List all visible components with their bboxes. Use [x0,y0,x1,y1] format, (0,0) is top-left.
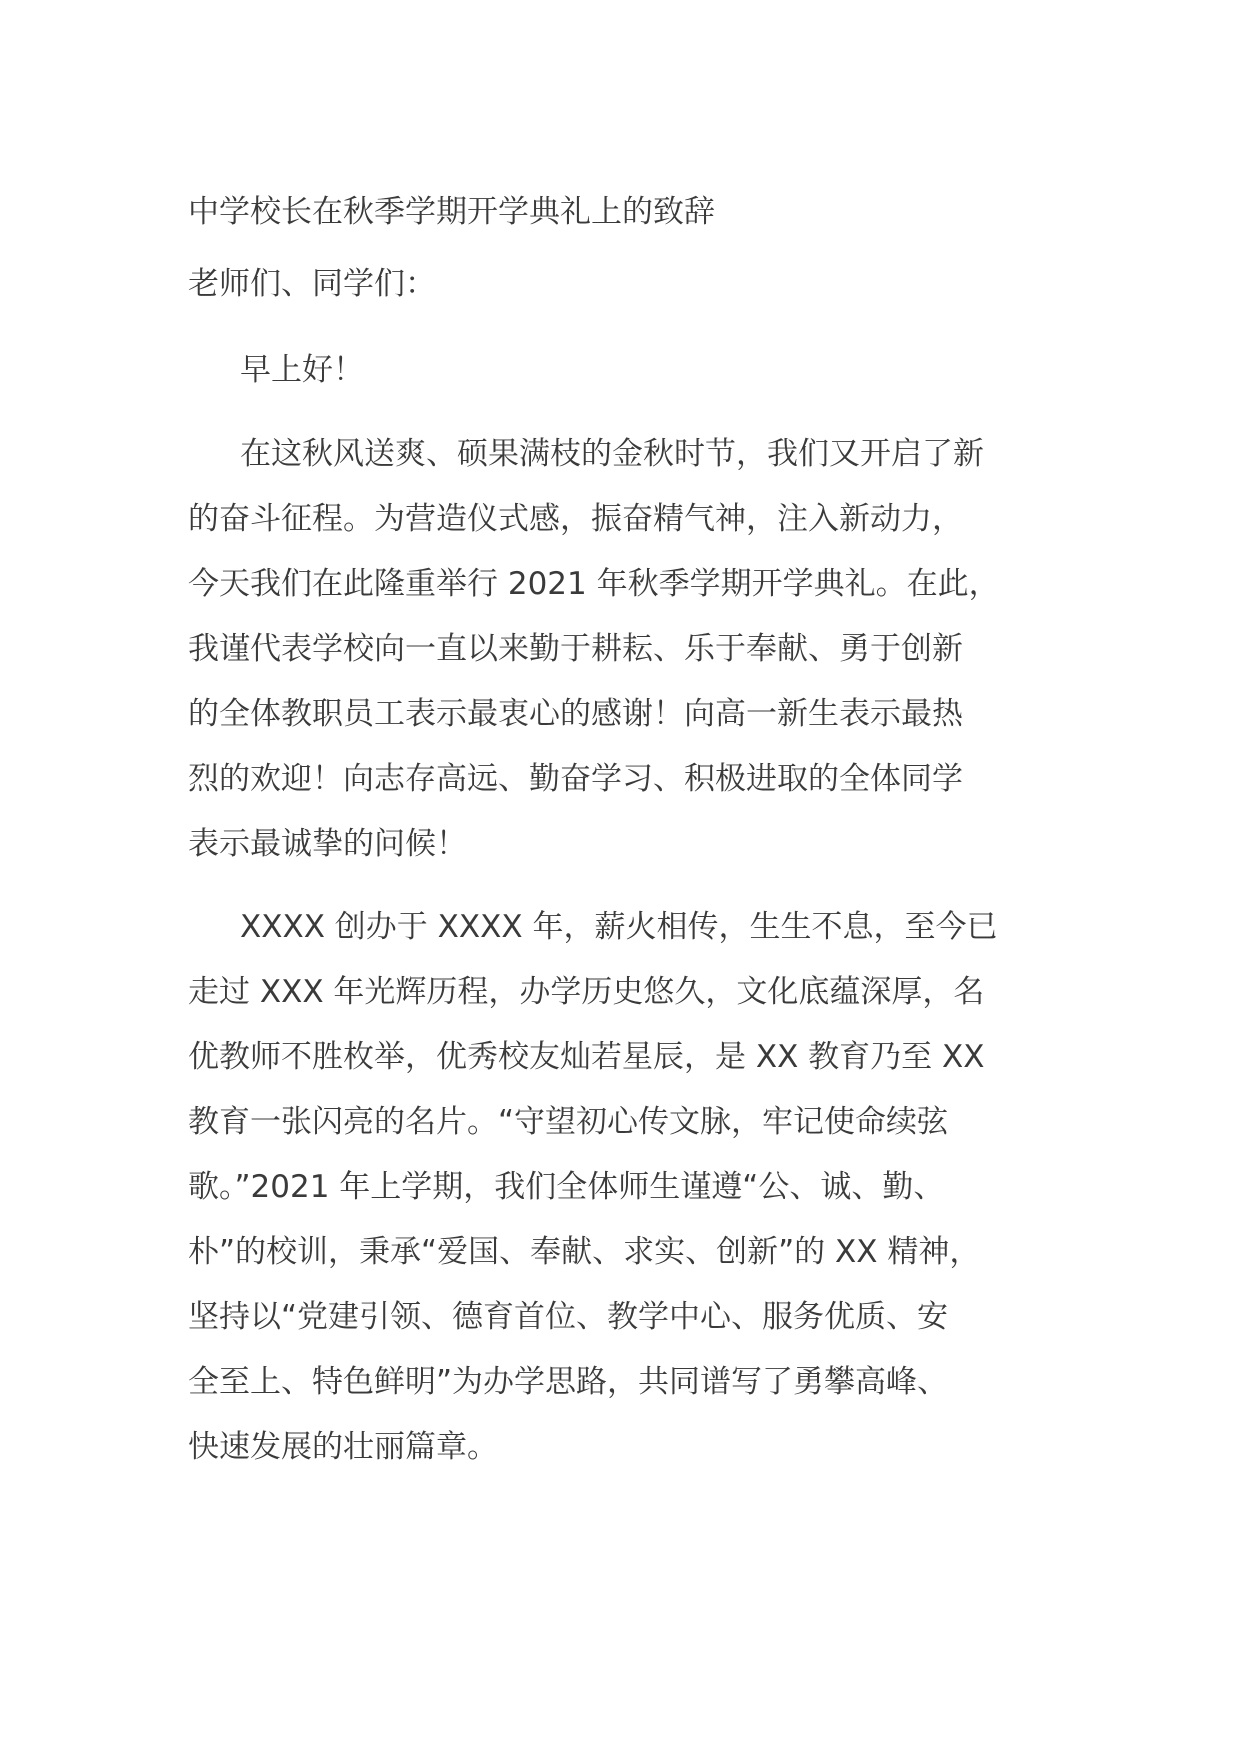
paragraph-line: 烈的欢迎！向志存高远、勤奋学习、积极进取的全体同学 [188,761,963,797]
salutation: 老师们、同学们： [188,266,436,302]
document-title: 中学校长在秋季学期开学典礼上的致辞 [188,194,715,230]
paragraph-line: 我谨代表学校向一直以来勤于耕耘、乐于奉献、勇于创新 [188,631,963,667]
paragraph-line: 表示最诚挚的问候！ [188,826,467,862]
paragraph-line: 走过 XXX 年光辉历程，办学历史悠久，文化底蕴深厚，名 [188,974,985,1010]
greeting: 早上好！ [240,352,364,388]
paragraph-line: 今天我们在此隆重举行 2021 年秋季学期开学典礼。在此， [188,566,1000,602]
paragraph-opening [188,422,1058,877]
paragraph-line: 在这秋风送爽、硕果满枝的金秋时节，我们又开启了新 [240,436,984,472]
paragraph-line: 朴”的校训，秉承“爱国、奉献、求实、创新”的 XX 精神， [188,1234,981,1270]
paragraph-line: 的奋斗征程。为营造仪式感，振奋精气神，注入新动力， [188,501,963,537]
paragraph-line: 优教师不胜枚举，优秀校友灿若星辰，是 XX 教育乃至 XX [188,1039,985,1075]
paragraph-line: 快速发展的壮丽篇章。 [188,1429,498,1465]
paragraph-line: 坚持以“党建引领、德育首位、教学中心、服务优质、安 [188,1299,949,1335]
paragraph-line: 全至上、特色鲜明”为办学思路，共同谱写了勇攀高峰、 [188,1364,949,1400]
document-body [188,190,1058,1480]
paragraph-line: 歌。”2021 年上学期，我们全体师生谨遵“公、诚、勤、 [188,1169,945,1205]
paragraph-history [188,895,1058,1480]
paragraph-line: 的全体教职员工表示最衷心的感谢！向高一新生表示最热 [188,696,963,732]
paragraph-line: 教育一张闪亮的名片。“守望初心传文脉，牢记使命续弦 [188,1104,949,1140]
paragraph-line: XXXX 创办于 XXXX 年，薪火相传，生生不息，至今已 [240,909,998,945]
